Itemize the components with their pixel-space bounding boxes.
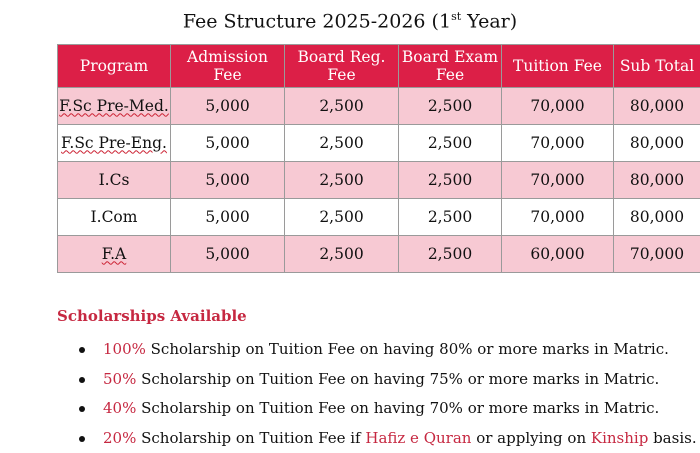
list-item bbox=[57, 365, 700, 395]
tuition-cell: 60,000 bbox=[502, 236, 614, 273]
board-exam-cell: 2,500 bbox=[399, 236, 502, 273]
header-board-exam-fee: Board Exam Fee bbox=[399, 45, 502, 88]
tuition-cell: 70,000 bbox=[502, 125, 614, 162]
bullet-icon bbox=[79, 377, 85, 383]
scholarship-text: Scholarship on Tuition Fee on having 80% or more marks in Matric. bbox=[146, 340, 669, 358]
program-cell: I.Com bbox=[58, 199, 171, 236]
title-suffix: Year) bbox=[461, 10, 517, 32]
title-text: Fee Structure 2025-2026 (1 bbox=[183, 10, 451, 32]
tuition-cell: 70,000 bbox=[502, 162, 614, 199]
subtotal-cell: 80,000 bbox=[614, 162, 700, 199]
list-item bbox=[57, 335, 700, 365]
bullet-icon bbox=[79, 406, 85, 412]
subtotal-cell: 80,000 bbox=[614, 199, 700, 236]
tuition-cell: 70,000 bbox=[502, 199, 614, 236]
table-row bbox=[58, 236, 700, 273]
scholarship-text: Scholarship on Tuition Fee on having 75% or more marks in Matric. bbox=[136, 370, 659, 388]
admission-cell: 5,000 bbox=[171, 125, 285, 162]
admission-cell: 5,000 bbox=[171, 236, 285, 273]
title-sup: st bbox=[451, 10, 461, 23]
table-row bbox=[58, 162, 700, 199]
subtotal-cell: 70,000 bbox=[614, 236, 700, 273]
program-cell bbox=[58, 125, 171, 162]
scholarship-percent: 20% bbox=[103, 429, 136, 447]
scholarship-text: Scholarship on Tuition Fee on having 70% or more marks in Matric. bbox=[136, 399, 659, 417]
kinship-label: Kinship bbox=[591, 429, 648, 447]
admission-cell: 5,000 bbox=[171, 162, 285, 199]
board-exam-cell: 2,500 bbox=[399, 162, 502, 199]
scholarships-heading: Scholarships Available bbox=[57, 307, 247, 325]
board-reg-cell: 2,500 bbox=[285, 236, 399, 273]
scholarship-percent: 50% bbox=[103, 370, 136, 388]
scholarship-list bbox=[57, 335, 700, 453]
tuition-cell: 70,000 bbox=[502, 88, 614, 125]
header-program: Program bbox=[58, 45, 171, 88]
fee-table bbox=[57, 44, 700, 273]
list-item bbox=[57, 394, 700, 424]
subtotal-cell: 80,000 bbox=[614, 125, 700, 162]
header-tuition-fee: Tuition Fee bbox=[502, 45, 614, 88]
subtotal-cell: 80,000 bbox=[614, 88, 700, 125]
page-title bbox=[0, 10, 700, 32]
board-exam-cell: 2,500 bbox=[399, 88, 502, 125]
board-exam-cell: 2,500 bbox=[399, 199, 502, 236]
header-board-reg-fee: Board Reg. Fee bbox=[285, 45, 399, 88]
admission-cell: 5,000 bbox=[171, 88, 285, 125]
bullet-icon bbox=[79, 436, 85, 442]
bullet-icon bbox=[79, 347, 85, 353]
program-cell bbox=[58, 88, 171, 125]
program-name: F.A bbox=[102, 245, 126, 263]
header-sub-total: Sub Total bbox=[614, 45, 700, 88]
hafiz-label: Hafiz e Quran bbox=[365, 429, 471, 447]
scholarship-percent: 40% bbox=[103, 399, 136, 417]
scholarship-percent: 100% bbox=[103, 340, 146, 358]
program-cell: I.Cs bbox=[58, 162, 171, 199]
header-admission-fee: Admission Fee bbox=[171, 45, 285, 88]
board-reg-cell: 2,500 bbox=[285, 162, 399, 199]
scholarship-text: Scholarship on Tuition Fee if bbox=[136, 429, 365, 447]
board-reg-cell: 2,500 bbox=[285, 199, 399, 236]
table-row bbox=[58, 125, 700, 162]
admission-cell: 5,000 bbox=[171, 199, 285, 236]
program-name: F.Sc Pre-Med. bbox=[59, 97, 169, 115]
board-exam-cell: 2,500 bbox=[399, 125, 502, 162]
scholarship-text: or applying on bbox=[471, 429, 590, 447]
scholarship-text: basis. bbox=[648, 429, 696, 447]
program-cell bbox=[58, 236, 171, 273]
list-item bbox=[57, 424, 700, 453]
table-row bbox=[58, 88, 700, 125]
board-reg-cell: 2,500 bbox=[285, 88, 399, 125]
table-row bbox=[58, 199, 700, 236]
board-reg-cell: 2,500 bbox=[285, 125, 399, 162]
table-header-row bbox=[58, 45, 700, 88]
program-name: F.Sc Pre-Eng. bbox=[61, 134, 167, 152]
